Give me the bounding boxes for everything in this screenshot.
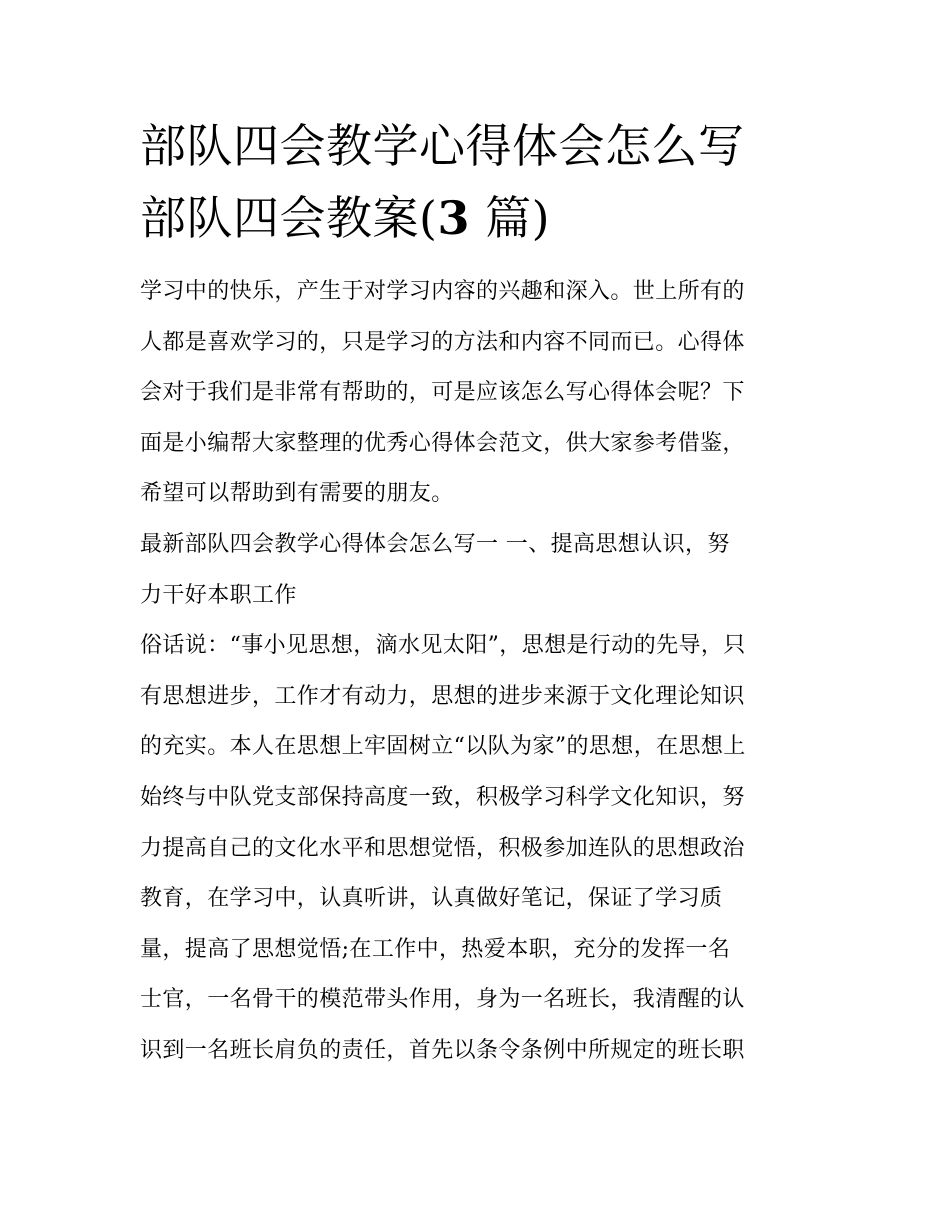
paragraph-line: 学习中的快乐，产生于对学习内容的兴趣和深入。世上所有的 [140, 279, 745, 304]
title-text-part: 部队四会教案( [140, 191, 438, 245]
paragraph-line: 始终与中队党支部保持高度一致，积极学习科学文化知识，努 [140, 784, 745, 810]
paragraph-line: 力提高自己的文化水平和思想觉悟，积极参加连队的思想政治 [140, 835, 745, 861]
paragraph-line: 希望可以帮助到有需要的朋友。 [140, 481, 454, 507]
document-title-line-2 [140, 182, 812, 254]
body-paragraph [140, 621, 812, 1076]
paragraph-line: 士官，一名骨干的模范带头作用，身为一名班长，我清醒的认 [140, 987, 745, 1013]
paragraph-line: 量，提高了思想觉悟;在工作中，热爱本职，充分的发挥一名 [140, 936, 731, 962]
paragraph-line: 会对于我们是非常有帮助的，可是应该怎么写心得体会呢？下 [140, 380, 745, 406]
document-body [140, 110, 812, 1077]
intro-paragraph [140, 267, 812, 520]
paragraph-line: 力干好本职工作 [140, 582, 297, 608]
paragraph-line: 最新部队四会教学心得体会怎么写一 一、提高思想认识，努 [140, 531, 730, 557]
paragraph-line: 人都是喜欢学习的，只是学习的方法和内容不同而已。心得体 [140, 329, 745, 355]
paragraph-line: 有思想进步，工作才有动力，思想的进步来源于文化理论知识 [140, 683, 745, 709]
section-heading-paragraph [140, 520, 812, 621]
paragraph-line: 识到一名班长肩负的责任，首先以条令条例中所规定的班长职 [140, 1037, 745, 1063]
paragraph-line: 教育，在学习中，认真听讲，认真做好笔记，保证了学习质 [140, 886, 723, 912]
title-text-suffix: 篇) [469, 191, 551, 245]
paragraph-line: 俗话说：“事小见思想，滴水见太阳”，思想是行动的先导，只 [140, 633, 746, 659]
title-count: 3 [437, 191, 470, 245]
paragraph-line: 的充实。本人在思想上牢固树立“以队为家”的思想，在思想上 [140, 734, 746, 760]
paragraph-line: 面是小编帮大家整理的优秀心得体会范文，供大家参考借鉴， [140, 430, 745, 456]
document-title-line-1: 部队四会教学心得体会怎么写 [140, 119, 745, 173]
